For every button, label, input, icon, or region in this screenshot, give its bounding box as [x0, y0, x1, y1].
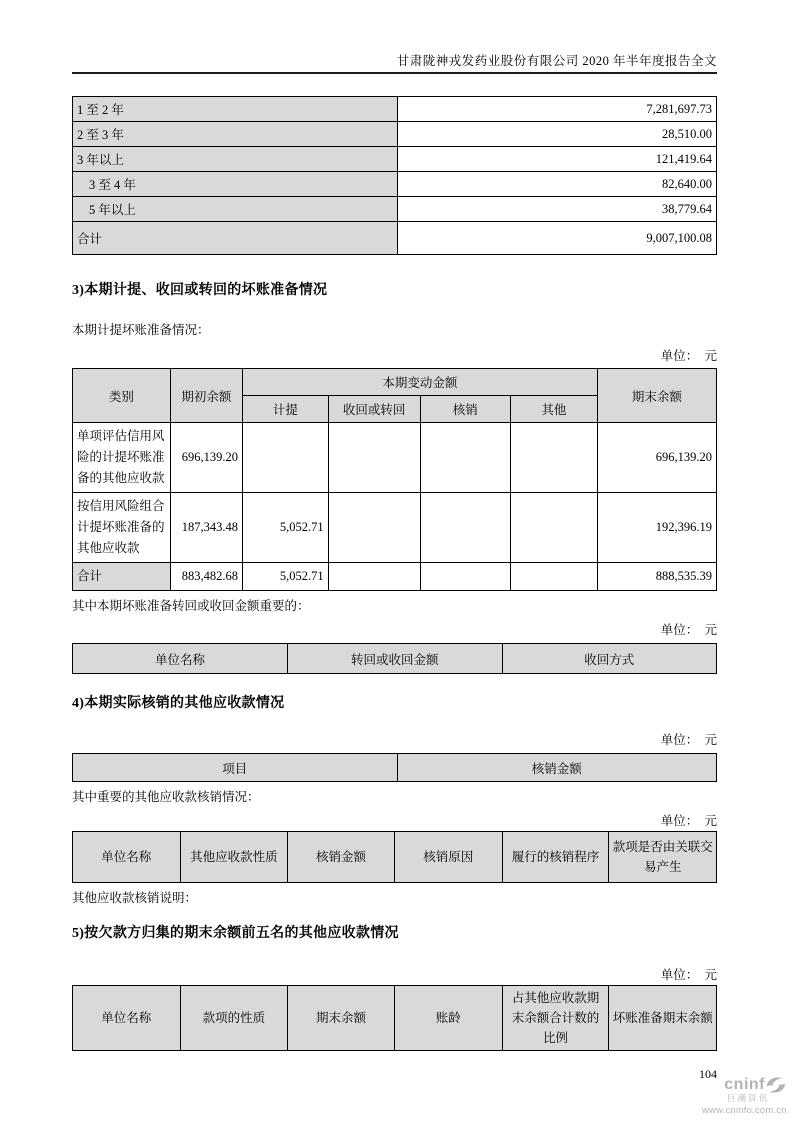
important-writeoff-table: [72, 831, 717, 883]
table-row: [73, 97, 717, 122]
col-recover-amount: 转回或收回金额: [288, 644, 502, 674]
table-row: [73, 147, 717, 172]
unit-label: 单位： 元: [660, 968, 717, 982]
unit-label: 单位： 元: [660, 733, 717, 747]
unit-label: 单位： 元: [660, 349, 717, 363]
col-writeoff-procedure: 履行的核销程序: [502, 832, 609, 883]
col-closing-balance: 期末余额: [597, 369, 716, 423]
provision-category: 按信用风险组合计提坏账准备的其他应收款: [73, 493, 171, 563]
col-current-change-group: 本期变动金额: [243, 369, 598, 396]
col-entity-name: 单位名称: [73, 644, 288, 674]
provision-accrual: 5,052.71: [243, 493, 329, 563]
provision-writeoff: [420, 493, 510, 563]
table-row: [73, 172, 717, 197]
col-other: 其他: [510, 396, 597, 423]
cninfo-url: www.cninfo.com.cn: [702, 1105, 787, 1116]
table-header-row: [73, 832, 717, 883]
provision-recover: [328, 423, 420, 493]
provision-closing: 192,396.19: [597, 493, 716, 563]
aging-value: 28,510.00: [397, 122, 716, 147]
recover-note: 其中本期坏账准备转回或收回金额重要的：: [72, 599, 310, 613]
section4-heading: 4)本期实际核销的其他应收款情况: [72, 696, 285, 711]
col-receivable-nature: 其他应收款性质: [180, 832, 288, 883]
table-header-row: [73, 986, 717, 1051]
unit-label: 单位： 元: [660, 623, 717, 637]
section3-heading: 3)本期计提、收回或转回的坏账准备情况: [72, 283, 328, 298]
col-accrual: 计提: [243, 396, 329, 423]
table-row: [73, 423, 717, 493]
aging-value: 82,640.00: [397, 172, 716, 197]
provision-accrual: [243, 423, 329, 493]
table-header-row: [73, 644, 717, 674]
table-row: [73, 493, 717, 563]
col-entity-name: 单位名称: [73, 986, 181, 1051]
cninfo-subtitle: 巨潮资讯: [726, 1093, 769, 1103]
provision-category: 单项评估信用风险的计提坏账准备的其他应收款: [73, 423, 171, 493]
col-writeoff-amount: 核销金额: [288, 832, 395, 883]
top5-table: [72, 985, 717, 1051]
aging-label: 3 年以上: [73, 147, 398, 172]
provision-closing: 696,139.20: [597, 423, 716, 493]
table-header-row: [73, 754, 717, 782]
col-writeoff: 核销: [420, 396, 510, 423]
table-row-total: [73, 563, 717, 591]
col-recover-reverse: 收回或转回: [328, 396, 420, 423]
important-writeoff-note: 其中重要的其他应收款核销情况：: [72, 790, 260, 804]
aging-value: 9,007,100.08: [397, 222, 716, 255]
cninfo-logo: [702, 1076, 786, 1116]
cninfo-swirl-icon: [766, 1076, 786, 1094]
writeoff-table: [72, 753, 717, 782]
aging-label: 合计: [73, 222, 398, 255]
writeoff-explain-note: 其他应收款核销说明：: [72, 891, 198, 905]
aging-value: 121,419.64: [397, 147, 716, 172]
col-proportion: 占其他应收款期末余额合计数的比例: [502, 986, 609, 1051]
col-opening-balance: 期初余额: [170, 369, 242, 423]
aging-label: 3 至 4 年: [73, 172, 398, 197]
col-related-party: 款项是否由关联交易产生: [609, 832, 717, 883]
col-closing-balance: 期末余额: [288, 986, 395, 1051]
provision-category: 合计: [73, 563, 171, 591]
document-title: 甘肃陇神戎发药业股份有限公司 2020 年半年度报告全文: [396, 54, 717, 68]
document-header: [72, 0, 717, 74]
provision-opening: 187,343.48: [170, 493, 242, 563]
provision-table: [72, 368, 717, 591]
col-aging: 账龄: [394, 986, 502, 1051]
cninfo-wordmark: cninf: [724, 1076, 765, 1093]
recover-table: [72, 643, 717, 674]
col-item: 项目: [73, 754, 398, 782]
provision-writeoff: [420, 423, 510, 493]
col-writeoff-amount: 核销金额: [397, 754, 716, 782]
provision-opening: 696,139.20: [170, 423, 242, 493]
aging-label: 5 年以上: [73, 197, 398, 222]
provision-other: [510, 563, 597, 591]
provision-accrual: 5,052.71: [243, 563, 329, 591]
col-writeoff-reason: 核销原因: [394, 832, 502, 883]
aging-value: 7,281,697.73: [397, 97, 716, 122]
col-entity-name: 单位名称: [73, 832, 181, 883]
table-row: [73, 197, 717, 222]
section5-heading: 5)按欠款方归集的期末余额前五名的其他应收款情况: [72, 926, 399, 941]
table-row-total: [73, 222, 717, 255]
col-recover-method: 收回方式: [502, 644, 716, 674]
aging-table: [72, 96, 717, 255]
page-number: 104: [699, 1067, 717, 1081]
provision-closing: 888,535.39: [597, 563, 716, 591]
provision-recover: [328, 563, 420, 591]
provision-other: [510, 493, 597, 563]
provision-opening: 883,482.68: [170, 563, 242, 591]
table-header-row: [73, 369, 717, 396]
provision-other: [510, 423, 597, 493]
aging-label: 2 至 3 年: [73, 122, 398, 147]
aging-value: 38,779.64: [397, 197, 716, 222]
col-nature: 款项的性质: [180, 986, 288, 1051]
col-baddebt-closing: 坏账准备期末余额: [609, 986, 717, 1051]
unit-label: 单位： 元: [660, 814, 717, 828]
col-category: 类别: [73, 369, 171, 423]
table-row: [73, 122, 717, 147]
provision-writeoff: [420, 563, 510, 591]
section3-intro: 本期计提坏账准备情况：: [72, 323, 210, 337]
provision-recover: [328, 493, 420, 563]
aging-label: 1 至 2 年: [73, 97, 398, 122]
